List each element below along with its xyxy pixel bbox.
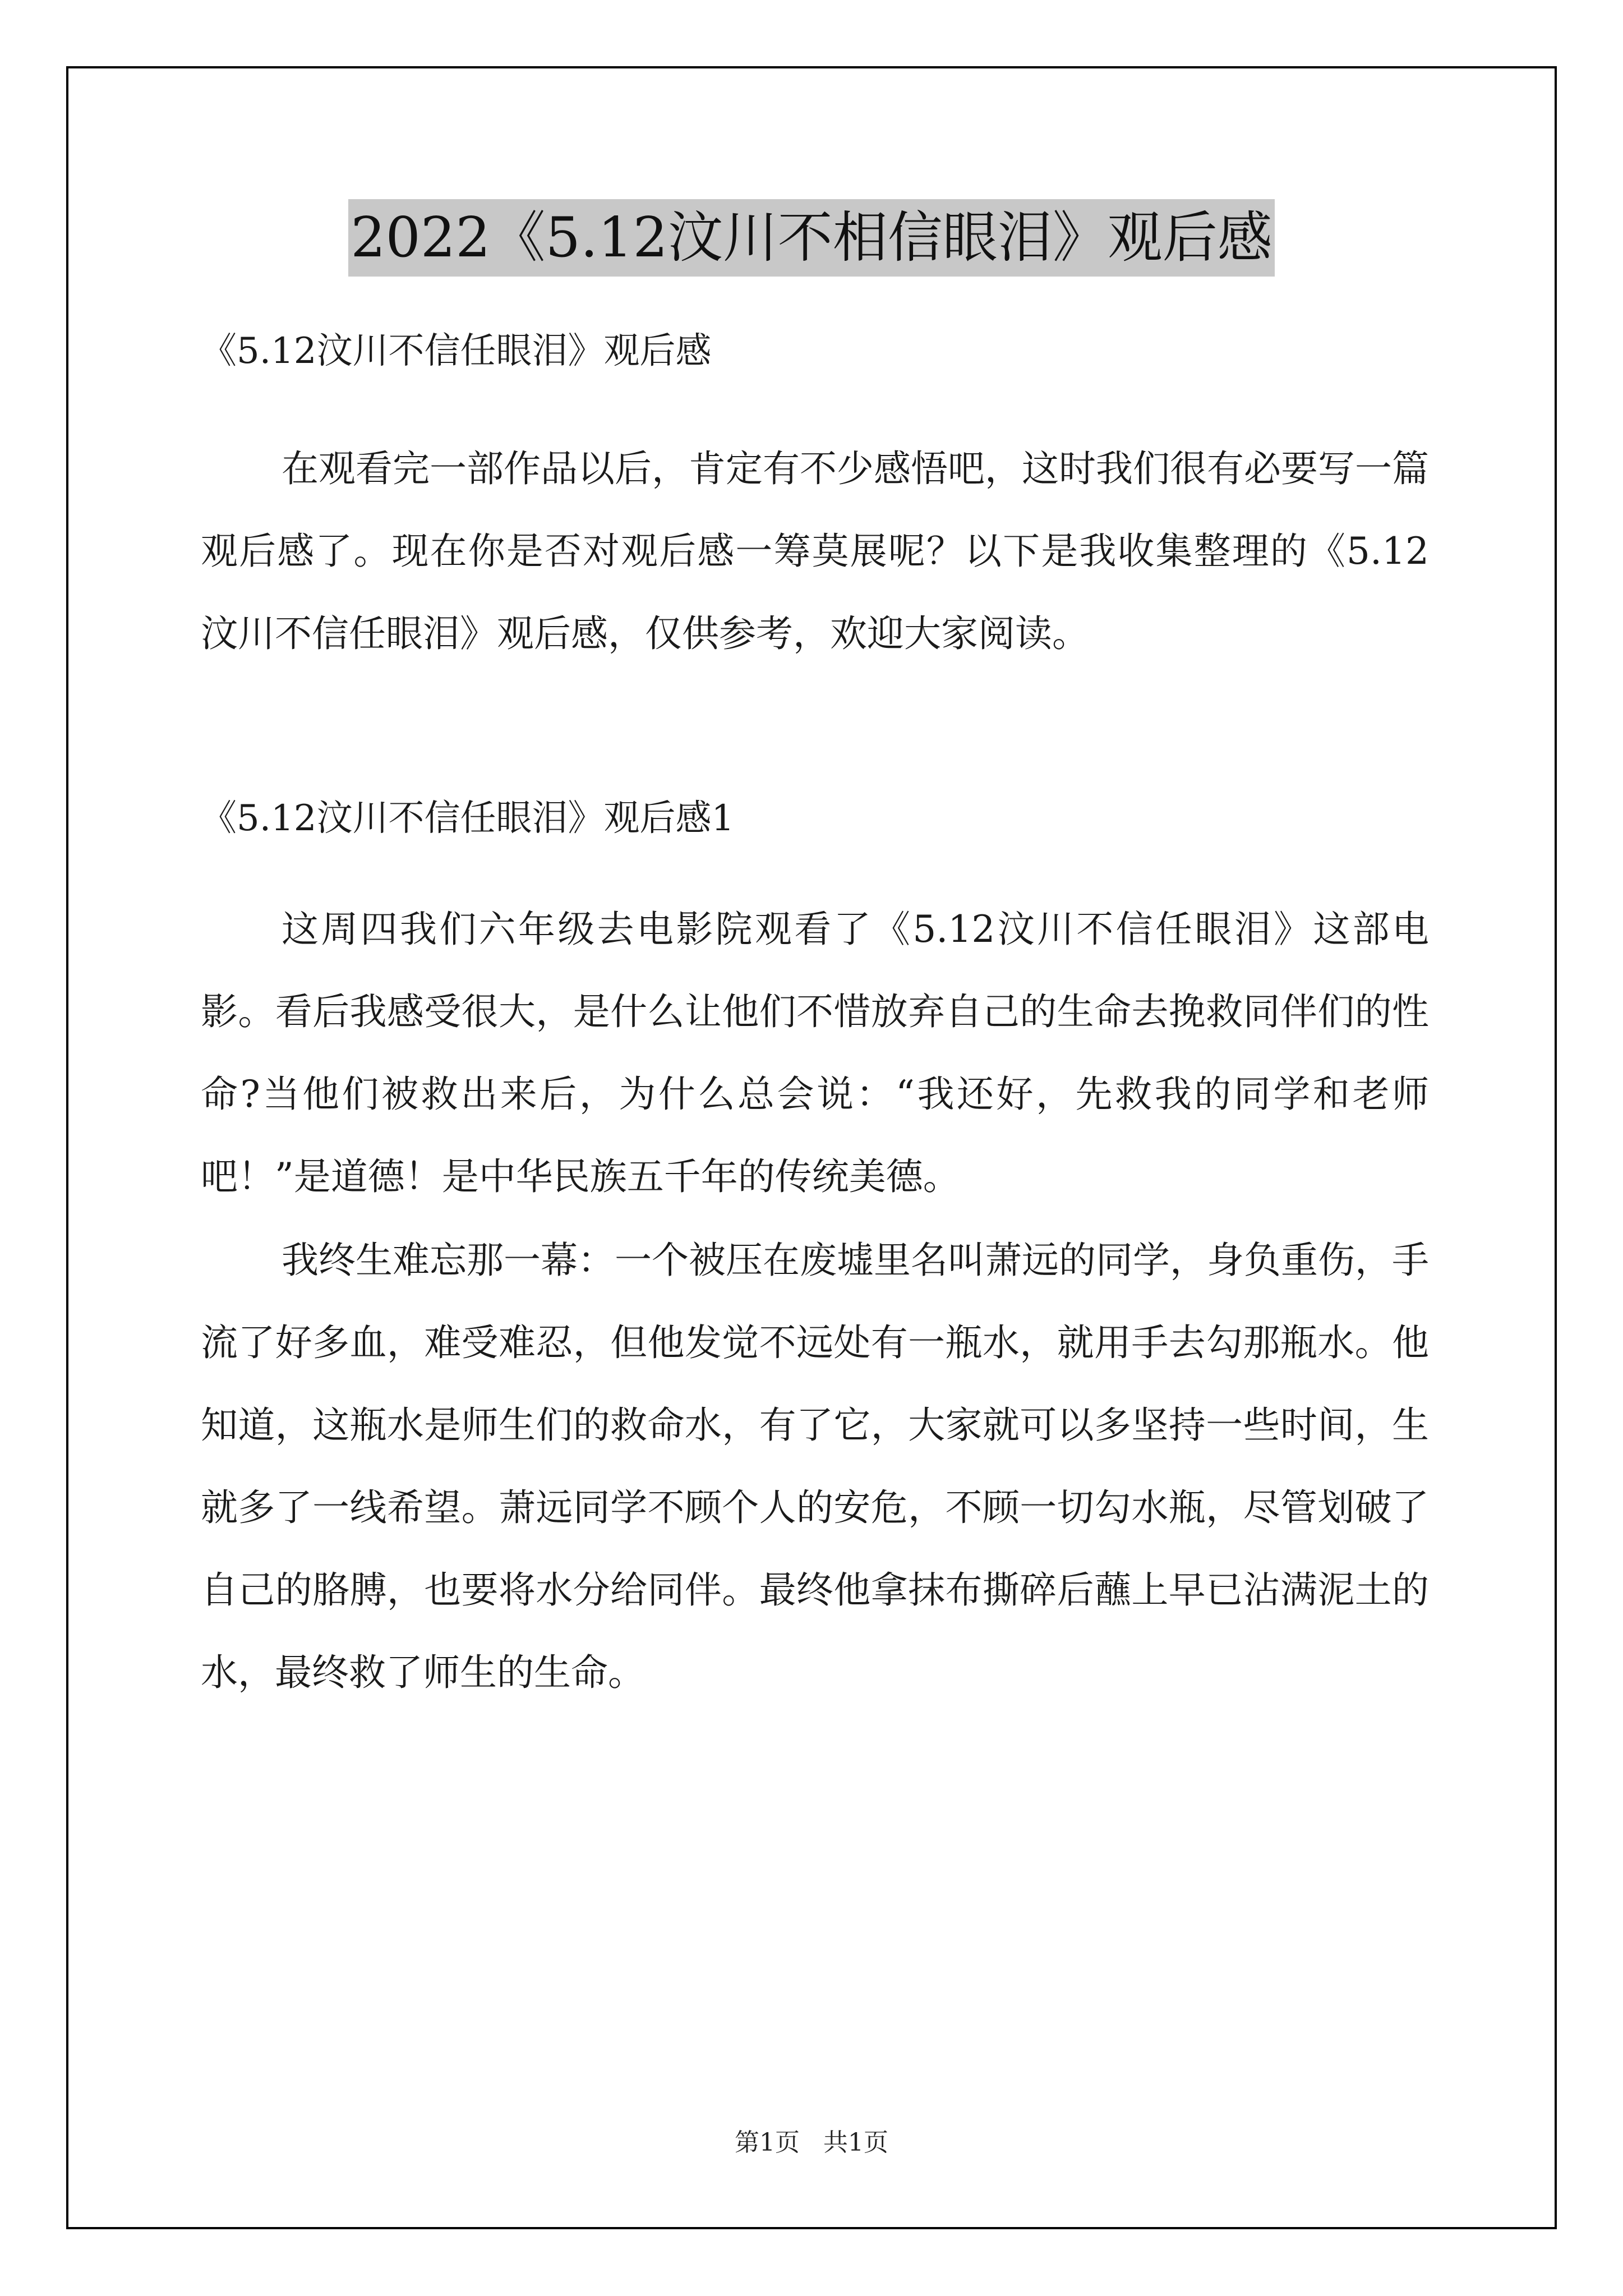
page-footer: [0, 2126, 1623, 2160]
intro-heading: 《5.12汶川不信任眼泪》观后感: [201, 330, 712, 372]
document-body: [201, 320, 1429, 1714]
page-number: 第1页: [735, 2128, 800, 2157]
section1-paragraph-2: 我终生难忘那一幕：一个被压在废墟里名叫萧远的同学，身负重伤，手流了好多血，难受难忍，但他发觉不远处有一瓶水，就用手去勾那瓶水。他知道，这瓶水是师生们的救命水，有了它，大家就可以多坚持一些时间，生就多了一线希望。萧远同学不顾个人的安危，不顾一切勾水瓶，尽管划破了自己的胳膊，也要将水分给同伴。最终他拿抹布撕碎后蘸上早已沾满泥土的水，最终救了师生的生命。: [201, 1239, 1429, 1694]
section1-heading: 《5.12汶川不信任眼泪》观后感1: [201, 798, 735, 839]
title-container: [0, 199, 1623, 277]
page-total: 共1页: [823, 2128, 888, 2157]
document-title: 2022《5.12汶川不相信眼泪》观后感: [348, 199, 1275, 277]
section1-paragraph-1: 这周四我们六年级去电影院观看了《5.12汶川不信任眼泪》这部电影。看后我感受很大，是什么让他们不惜放弃自己的生命去挽救同伴们的性命?当他们被救出来后，为什么总会说：“我还好，先救我的同学和老师吧！”是道德！是中华民族五千年的传统美德。: [201, 908, 1429, 1198]
intro-paragraph: 在观看完一部作品以后，肯定有不少感悟吧，这时我们很有必要写一篇观后感了。现在你是否对观后感一筹莫展呢？以下是我收集整理的《5.12汶川不信任眼泪》观后感，仅供参考，欢迎大家阅读。: [201, 447, 1429, 655]
